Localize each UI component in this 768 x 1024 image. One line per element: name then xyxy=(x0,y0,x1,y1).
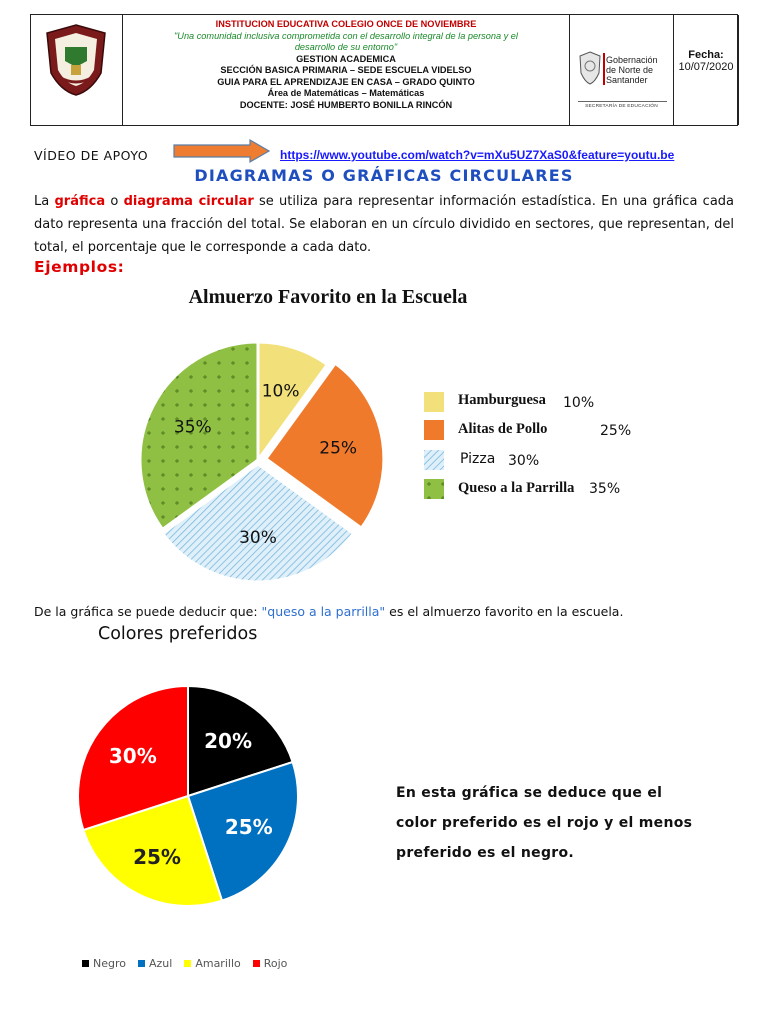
legend-swatch-pizza xyxy=(424,450,444,470)
gobernacion-divider xyxy=(603,53,605,85)
gob-line-2: de Norte de xyxy=(606,65,654,75)
gob-subtitle: SECRETARÍA DE EDUCACIÓN xyxy=(585,104,658,109)
section-title: DIAGRAMAS O GRÁFICAS CIRCULARES xyxy=(194,166,574,185)
gob-line-1: Gobernación xyxy=(606,55,658,65)
video-link[interactable]: https://www.youtube.com/watch?v=mXu5UZ7XaS0&feature=youtu.be xyxy=(280,148,675,162)
chart2-title: Colores preferidos xyxy=(98,624,258,644)
institution-name: INSTITUCION EDUCATIVA COLEGIO ONCE DE NOVIEMBRE xyxy=(215,19,477,29)
legend-value-alitas: 25% xyxy=(600,423,632,439)
legend-label-queso: Queso a la Parrilla xyxy=(458,480,575,496)
header-line-3: GUIA PARA EL APRENDIZAJE EN CASA – GRADO QUINTO xyxy=(217,76,475,87)
pie-label-alitas-de-pollo: 25% xyxy=(319,438,358,459)
legend-value-pizza: 30% xyxy=(508,453,540,469)
header-line-5: DOCENTE: JOSÉ HUMBERTO BONILLA RINCÓN xyxy=(239,99,453,110)
fecha-value: 10/07/2020 xyxy=(678,61,734,73)
gobernacion-text xyxy=(606,55,658,85)
pie-label-amarillo: 25% xyxy=(133,844,181,869)
legend-label-rojo: Rojo xyxy=(263,957,288,970)
chart1-title: Almuerzo Favorito en la Escuela xyxy=(188,286,468,308)
deduction-2 xyxy=(396,778,726,868)
gobernacion-shield-icon xyxy=(578,51,602,85)
legend-swatch-rojo xyxy=(253,960,260,967)
header-line-2: SECCIÓN BASICA PRIMARIA – SEDE ESCUELA VIDELSO xyxy=(220,65,472,75)
legend-item-rojo xyxy=(253,957,288,970)
gob-line-3: Santander xyxy=(606,75,648,85)
legend-label-alitas: Alitas de Pollo xyxy=(458,421,548,437)
deduce2-line-1: En esta gráfica se deduce que el xyxy=(396,785,663,801)
fecha-cell xyxy=(674,15,739,125)
school-crest-icon xyxy=(43,23,109,97)
legend-swatch-alitas xyxy=(424,420,444,440)
deduce1-after: es el almuerzo favorito en la escuela. xyxy=(385,604,624,619)
deduce2-line-2: color preferido es el rojo y el menos xyxy=(396,815,693,831)
chart1-pie xyxy=(130,330,390,590)
fecha-label: Fecha: xyxy=(688,49,724,61)
legend-swatch-queso xyxy=(424,479,444,499)
gobernacion-cell xyxy=(570,15,674,125)
legend-label-hamburguesa: Hamburguesa xyxy=(458,392,546,408)
pie-label-queso-a-la-parrilla: 35% xyxy=(173,417,212,438)
legend-value-queso: 35% xyxy=(589,481,621,497)
slogan-line-1: "Una comunidad inclusiva comprometida con el desarrollo integral de la persona y el xyxy=(174,30,518,41)
intro-text-3: se utiliza para representar información estadística. En una gráfica cada dato representa una fracción del total. Se elaboran en un círculo dividido en sectores, que representan, del total, el porcentaje que le corresponde a cada dato. xyxy=(34,194,735,255)
pie-label-rojo: 30% xyxy=(108,743,157,768)
legend-item-amarillo xyxy=(184,957,240,970)
gob-underline xyxy=(578,101,667,102)
legend-label-azul: Azul xyxy=(149,957,173,970)
legend-swatch-amarillo xyxy=(184,960,191,967)
legend-label-negro: Negro xyxy=(93,957,126,970)
intro-paragraph xyxy=(34,190,734,259)
slogan-line-2: desarrollo de su entorno" xyxy=(294,42,398,52)
header-line-1: GESTION ACADEMICA xyxy=(296,53,396,64)
intro-text-2: o xyxy=(105,194,124,209)
legend-label-pizza: Pizza xyxy=(460,451,496,467)
pie-label-hamburguesa: 10% xyxy=(261,381,300,402)
chart2-legend xyxy=(82,957,287,970)
video-label: VÍDEO DE APOYO xyxy=(34,148,149,163)
header-line-4: Área de Matemáticas – Matemáticas xyxy=(267,88,425,98)
gobernacion-logo xyxy=(578,51,670,91)
legend-value-hamburguesa: 10% xyxy=(563,395,595,411)
chart2-pie xyxy=(70,672,310,922)
legend-item-azul xyxy=(138,957,172,970)
legend-swatch-negro xyxy=(82,960,89,967)
deduce1-highlight: "queso a la parrilla" xyxy=(261,604,386,619)
pie-label-negro: 20% xyxy=(204,728,253,753)
legend-swatch-azul xyxy=(138,960,145,967)
legend-item-negro xyxy=(82,957,126,970)
document-header xyxy=(30,14,738,126)
header-info-cell xyxy=(123,15,570,125)
school-logo-cell xyxy=(31,15,123,125)
deduce1-before: De la gráfica se puede deducir que: xyxy=(34,604,262,619)
pie-label-pizza: 30% xyxy=(239,528,277,549)
legend-label-amarillo: Amarillo xyxy=(195,957,241,970)
arrow-right-icon xyxy=(172,138,272,164)
deduction-1 xyxy=(34,604,623,619)
pie-label-azul: 25% xyxy=(224,814,273,839)
keyword-diagrama-circular: diagrama circular xyxy=(123,194,254,209)
legend-swatch-hamburguesa xyxy=(424,392,444,412)
keyword-grafica: gráfica xyxy=(54,194,106,209)
deduce2-line-3: preferido es el negro. xyxy=(396,845,575,861)
intro-text-1: La xyxy=(34,194,55,209)
examples-label: Ejemplos: xyxy=(34,258,125,276)
